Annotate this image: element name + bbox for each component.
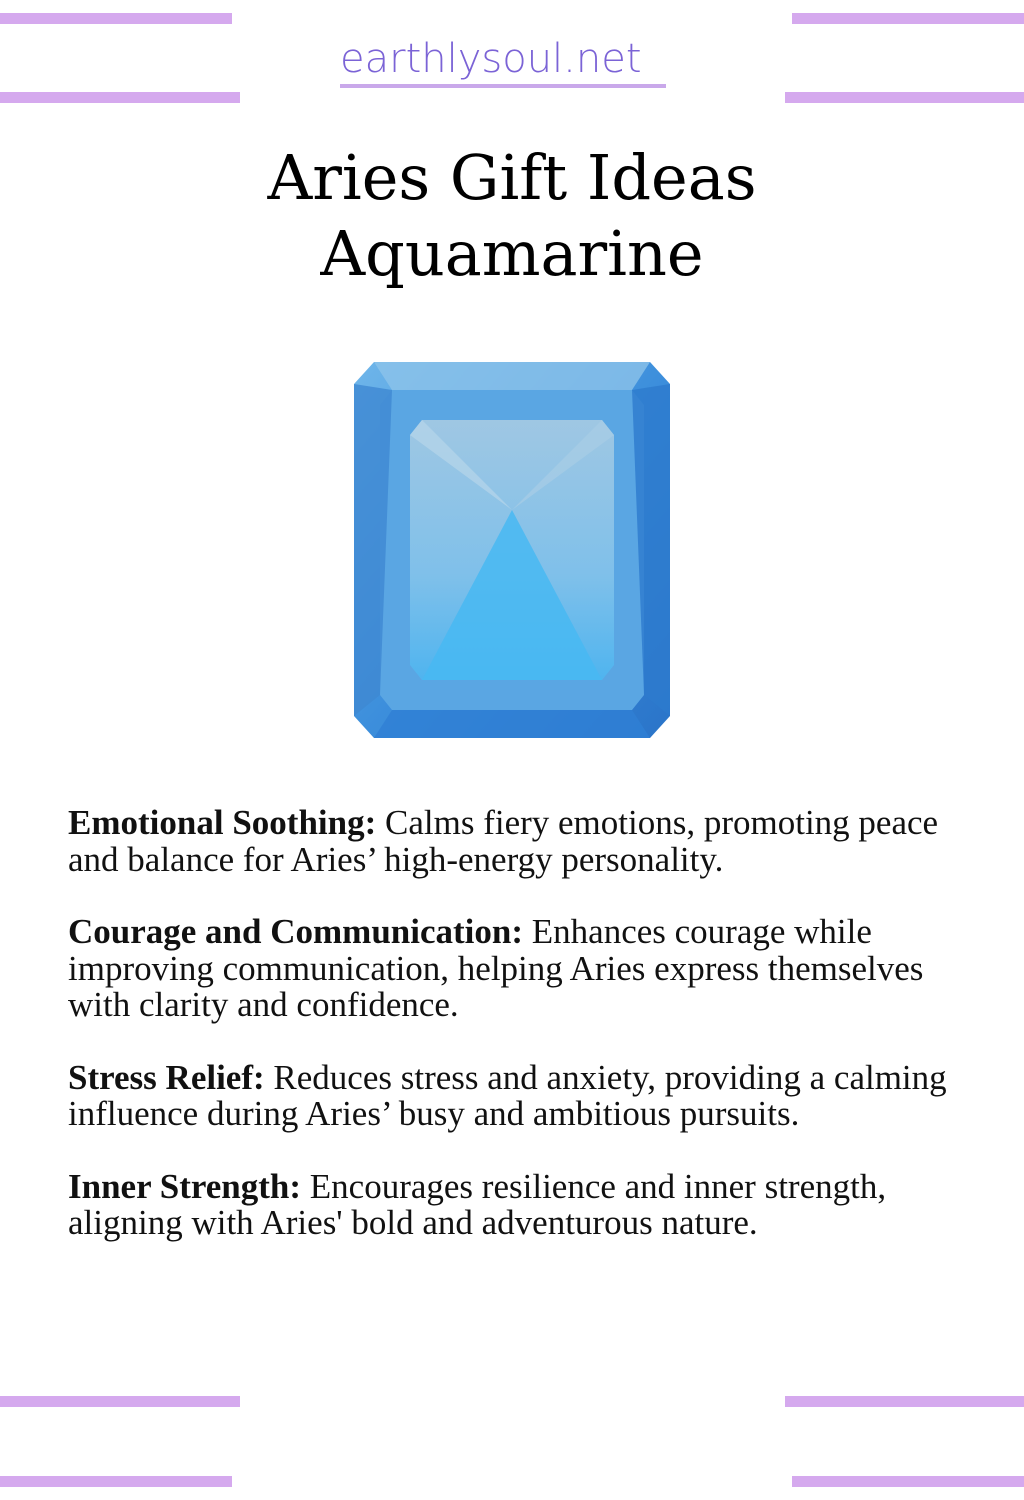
benefit-text: Calms fiery emotions, promoting peace and balance for Aries’ high-energy personality. (68, 803, 939, 879)
decor-bar (792, 1476, 1024, 1487)
benefit-label: Emotional Soothing: (68, 803, 377, 842)
decor-bar (0, 92, 240, 103)
page-title (0, 140, 1024, 292)
benefit-item (68, 805, 968, 878)
decor-bar (785, 92, 1024, 103)
benefit-item (68, 1166, 968, 1242)
decor-bar (785, 1396, 1024, 1407)
benefit-label: Stress Relief: (68, 1057, 265, 1097)
decor-bar (0, 1476, 232, 1487)
site-logo[interactable] (340, 34, 685, 88)
benefit-text: Encourages resilience and inner strength, aligning with Aries' bold and adventurous nature. (68, 1166, 887, 1242)
benefit-text: Reduces stress and anxiety, providing a calming influence during Aries’ busy and ambitious pursuits. (68, 1057, 947, 1133)
benefits-list (68, 805, 968, 1278)
benefit-text: Enhances courage while improving communication, helping Aries express themselves with clarity and confidence. (68, 912, 924, 1024)
logo-text: earthlysoul.net (340, 36, 642, 82)
benefit-item (68, 914, 968, 1024)
decor-bar (792, 13, 1024, 24)
logo-underline (340, 84, 666, 88)
benefit-item (68, 1057, 968, 1133)
benefit-label: Inner Strength: (68, 1166, 302, 1206)
title-line-2: Aquamarine (320, 217, 704, 290)
title-line-1: Aries Gift Ideas (267, 141, 757, 214)
decor-bar (0, 13, 232, 24)
aquamarine-gem-image (352, 360, 672, 740)
decor-bar (0, 1396, 240, 1407)
benefit-label: Courage and Communication: (68, 912, 524, 951)
